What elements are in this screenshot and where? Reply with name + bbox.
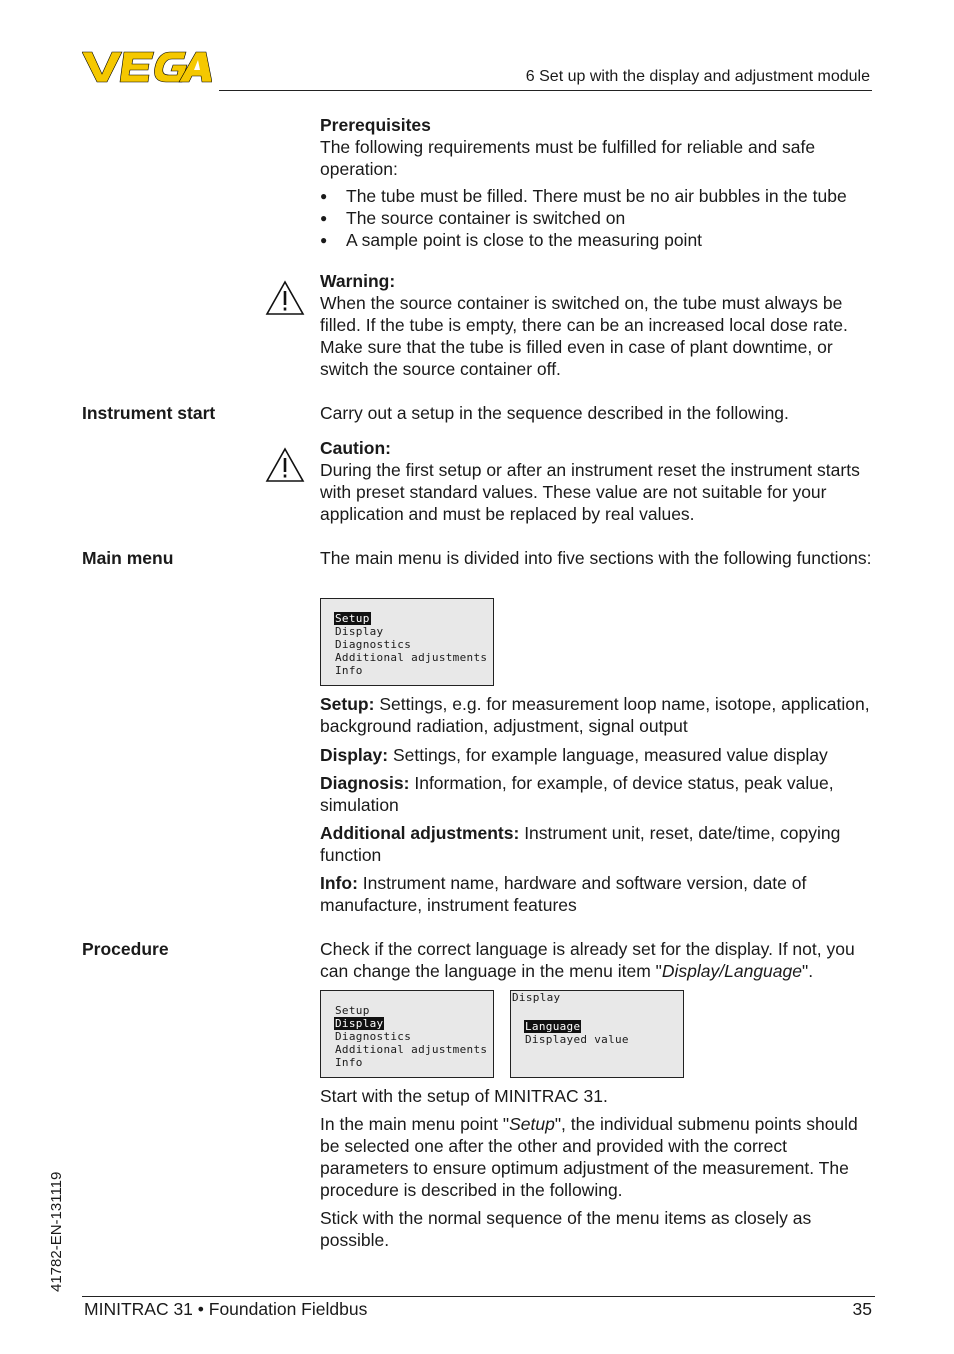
lcd-menu-item-selected: Language xyxy=(525,1020,581,1033)
list-item: ● The source container is switched on xyxy=(320,208,626,228)
header-rule xyxy=(219,90,872,91)
procedure-intro: Check if the correct language is already set for the display. If not, you can change the language in the menu item "Display/Language". xyxy=(320,939,855,981)
prerequisites-list xyxy=(320,185,880,251)
lcd-menu-item: Info xyxy=(335,1056,363,1069)
page-number: 35 xyxy=(852,1299,872,1319)
warning-text: When the source container is switched on, the tube must always be filled. If the tube is empty, there can be an increased local dose rate. Make sure that the tube is filled even in case of plant downtime, or switch the source container off. xyxy=(320,293,848,379)
lcd-menu-item: Additional adjustments xyxy=(335,651,488,664)
list-item: ● The tube must be filled. There must be no air bubbles in the tube xyxy=(320,186,847,206)
vega-logo xyxy=(82,50,212,84)
instrument-start-text: Carry out a setup in the sequence described in the following. xyxy=(320,403,789,423)
bullet-icon: ● xyxy=(320,233,328,247)
lcd-menu-item: Diagnostics xyxy=(335,1030,412,1043)
lcd-menu-item: Setup xyxy=(335,1004,370,1017)
prerequisites-block xyxy=(320,114,875,180)
main-menu-label: Main menu xyxy=(82,548,174,568)
footer-rule xyxy=(82,1296,875,1297)
bullet-icon: ● xyxy=(320,189,328,203)
lcd-main-menu xyxy=(320,598,494,686)
lcd-menu-item-selected: Setup xyxy=(335,612,370,625)
warning-title: Warning: xyxy=(320,271,396,291)
procedure-label: Procedure xyxy=(82,939,169,959)
menu-description-display: Display: Settings, for example language, measured value display xyxy=(320,745,828,765)
lcd-menu-item: Displayed value xyxy=(525,1033,629,1046)
bullet-icon: ● xyxy=(320,211,328,225)
prerequisites-intro: The following requirements must be fulfilled for reliable and safe operation: xyxy=(320,137,816,179)
menu-description-setup: Setup: Settings, e.g. for measurement loop name, isotope, application, background radiation, adjustment, signal output xyxy=(320,694,870,736)
lcd-display-submenu xyxy=(510,990,684,1078)
caution-text: During the first setup or after an instrument reset the instrument starts with preset standard values. These value are not suitable for your application and must be replaced by real values. xyxy=(320,460,860,524)
document-code: 41782-EN-131119 xyxy=(48,1171,65,1292)
footer-product: MINITRAC 31 • Foundation Fieldbus xyxy=(84,1299,368,1319)
prerequisites-heading: Prerequisites xyxy=(320,115,431,135)
lcd-menu-item: Info xyxy=(335,664,363,677)
menu-description-additional: Additional adjustments: Instrument unit, reset, date/time, copying function xyxy=(320,823,841,865)
caution-title: Caution: xyxy=(320,438,391,458)
list-item: ● A sample point is close to the measuring point xyxy=(320,230,703,250)
menu-description-diagnosis: Diagnosis: Information, for example, of device status, peak value, simulation xyxy=(320,773,834,815)
lcd-main-menu-display xyxy=(320,990,494,1078)
caution-block xyxy=(320,437,876,525)
lcd-menu-item-selected: Display xyxy=(335,1017,384,1030)
instrument-start-label: Instrument start xyxy=(82,403,216,423)
warning-triangle-icon xyxy=(265,447,305,483)
warning-block xyxy=(320,270,875,380)
lcd-submenu-title: Display xyxy=(512,991,561,1004)
procedure-setup-text: In the main menu point "Setup", the individual submenu points should be selected one after the other and provided with the correct parameters to ensure optimum adjustment of the measurement. The procedure is described in the following. xyxy=(320,1114,858,1200)
lcd-menu-item: Diagnostics xyxy=(335,638,412,651)
lcd-menu-item: Additional adjustments xyxy=(335,1043,488,1056)
menu-description-info: Info: Instrument name, hardware and software version, date of manufacture, instrument features xyxy=(320,873,807,915)
procedure-sequence-text: Stick with the normal sequence of the menu items as closely as possible. xyxy=(320,1208,812,1250)
section-title: 6 Set up with the display and adjustment module xyxy=(525,68,870,85)
main-menu-intro: The main menu is divided into five sections with the following functions: xyxy=(320,548,872,568)
procedure-start-text: Start with the setup of MINITRAC 31. xyxy=(320,1086,608,1106)
lcd-menu-item: Display xyxy=(335,625,384,638)
warning-triangle-icon xyxy=(265,280,305,316)
